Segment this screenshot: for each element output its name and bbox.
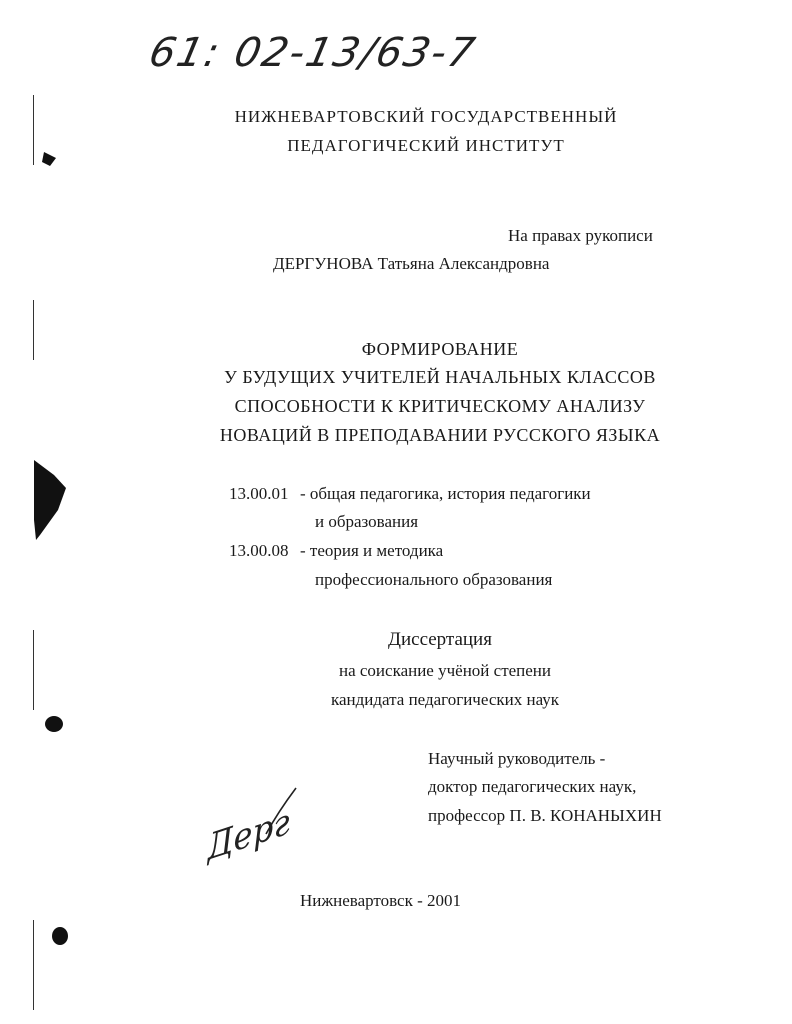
specialty-code: 13.00.08	[229, 541, 289, 560]
specialty-name-line2: и образования	[315, 512, 419, 531]
signature-flourish	[262, 782, 302, 842]
degree-line1: на соискание учёной степени	[338, 661, 552, 680]
supervisor-line3: профессор П. В. КОНАНЫХИН	[428, 806, 662, 825]
specialty-name-line1: - общая педагогика, история педагогики	[300, 484, 591, 503]
specialty-name-line1: - теория и методика	[300, 541, 444, 560]
dissertation-title-line1: ФОРМИРОВАНИЕ	[361, 339, 519, 359]
specialty-code: 13.00.01	[229, 484, 289, 503]
dissertation-heading: Диссертация	[388, 629, 492, 650]
institution-name-line2: ПЕДАГОГИЧЕСКИЙ ИНСТИТУТ	[287, 136, 565, 155]
city-year: Нижневартовск - 2001	[300, 891, 461, 910]
author-name: ДЕРГУНОВА Татьяна Александровна	[273, 254, 550, 273]
degree-line2: кандидата педагогических наук	[330, 690, 560, 709]
dissertation-title-line4: НОВАЦИЙ В ПРЕПОДАВАНИИ РУССКОГО ЯЗЫКА	[219, 425, 661, 445]
dissertation-title-line3: СПОСОБНОСТИ К КРИТИЧЕСКОМУ АНАЛИЗУ	[234, 396, 646, 416]
specialty-name-line2: профессионального образования	[315, 570, 553, 589]
institution-name-line1: НИЖНЕВАРТОВСКИЙ ГОСУДАРСТВЕННЫЙ	[234, 107, 618, 126]
margin-scan-line	[33, 920, 34, 1010]
handwritten-signature: Дерг	[206, 800, 291, 870]
manuscript-rights-note: На правах рукописи	[508, 226, 653, 245]
supervisor-line2: доктор педагогических наук,	[428, 777, 637, 796]
archive-code-handwritten: 61: 02-13/63-7	[145, 30, 481, 76]
dissertation-title-line2: У БУДУЩИХ УЧИТЕЛЕЙ НАЧАЛЬНЫХ КЛАССОВ	[224, 367, 656, 387]
supervisor-line1: Научный руководитель -	[428, 749, 606, 768]
margin-blot-mark	[40, 710, 70, 950]
